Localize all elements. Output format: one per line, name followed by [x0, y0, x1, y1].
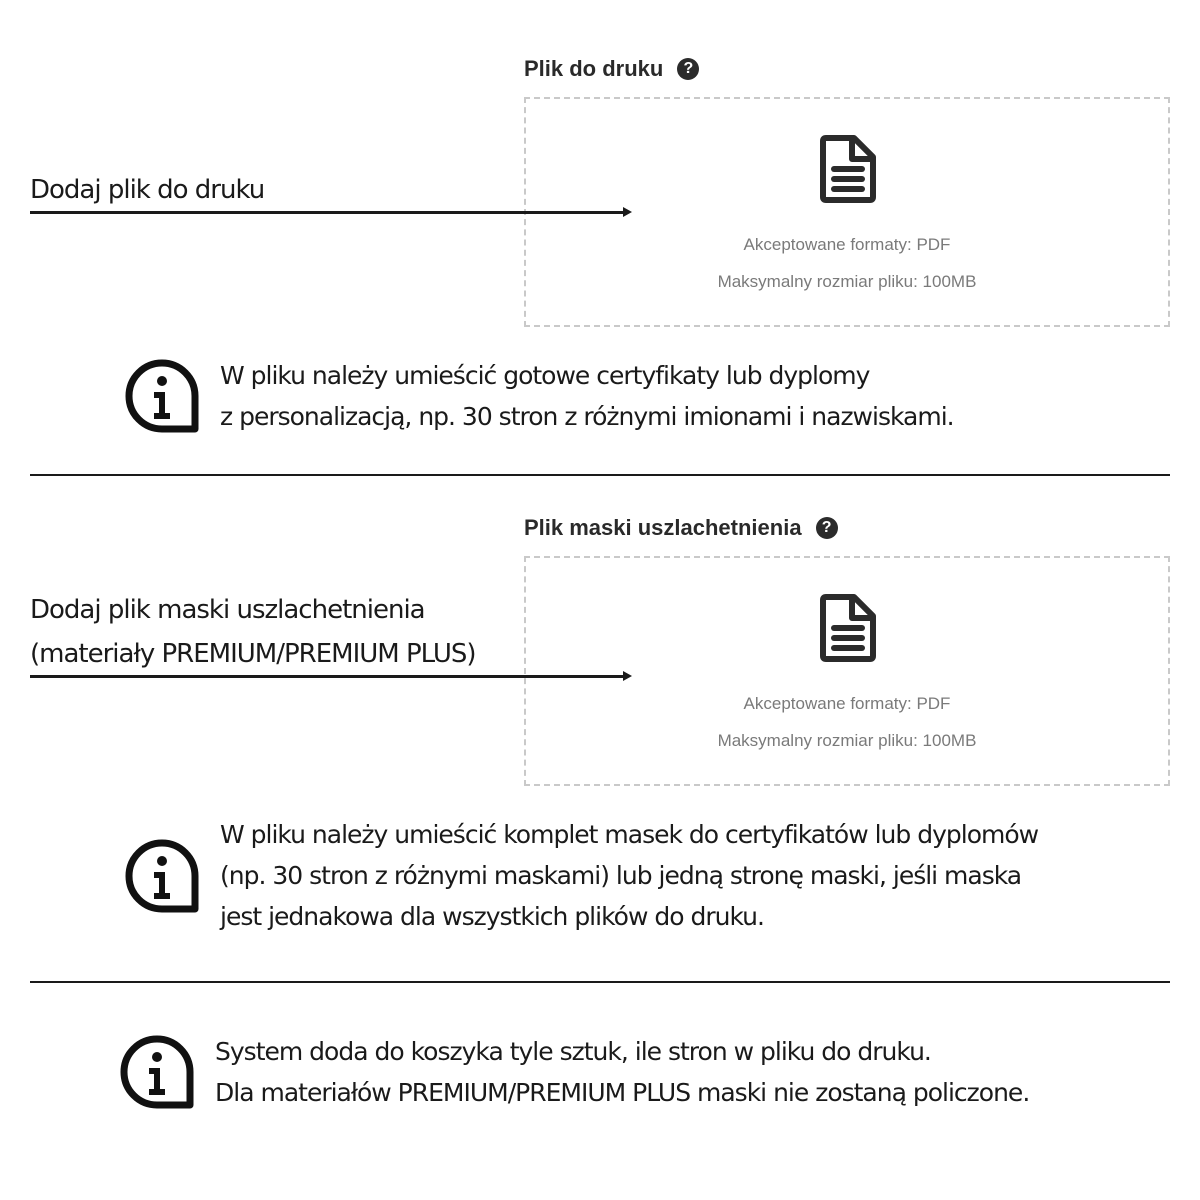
mask-file-info-text — [220, 814, 1038, 937]
print-file-callout: Dodaj plik do druku — [30, 175, 265, 205]
mask-file-arrow — [30, 675, 624, 678]
question-circle-icon[interactable]: ? — [816, 517, 838, 539]
max-size-text: Maksymalny rozmiar pliku: 100MB — [717, 731, 977, 750]
mask-file-callout — [30, 588, 476, 676]
info-line: W pliku należy umieścić komplet masek do certyfikatów lub dyplomów — [220, 820, 1039, 849]
info-line: W pliku należy umieścić gotowe certyfikaty lub dyplomy — [220, 361, 870, 390]
print-file-title — [524, 56, 699, 82]
info-line: jest jednakowa dla wszystkich plików do druku. — [220, 902, 764, 931]
info-line: Dla materiałów PREMIUM/PREMIUM PLUS maski nie zostaną policzone. — [215, 1078, 1030, 1107]
print-file-info-text — [220, 355, 954, 437]
accepted-formats-text: Akceptowane formaty: PDF — [743, 694, 951, 713]
info-bubble-icon — [119, 1034, 195, 1112]
max-size-text: Maksymalny rozmiar pliku: 100MB — [717, 272, 977, 291]
info-bubble-icon — [124, 358, 200, 436]
mask-file-dropzone[interactable] — [524, 556, 1170, 786]
print-file-arrow — [30, 211, 624, 214]
print-file-title-text: Plik do druku — [524, 56, 664, 81]
accepted-formats-text: Akceptowane formaty: PDF — [743, 235, 951, 254]
info-bubble-icon — [124, 838, 200, 916]
question-circle-icon[interactable]: ? — [677, 58, 699, 80]
footer-info-text — [215, 1031, 1029, 1113]
document-icon — [820, 135, 876, 203]
info-line: System doda do koszyka tyle sztuk, ile stron w pliku do druku. — [215, 1037, 931, 1066]
divider — [30, 474, 1170, 476]
document-icon — [820, 594, 876, 662]
callout-line: (materiały PREMIUM/PREMIUM PLUS) — [30, 639, 476, 669]
mask-file-title — [524, 515, 838, 541]
callout-line: Dodaj plik maski uszlachetnienia — [30, 595, 425, 625]
divider — [30, 981, 1170, 983]
mask-file-title-text: Plik maski uszlachetnienia — [524, 515, 802, 540]
info-line: (np. 30 stron z różnymi maskami) lub jedną stronę maski, jeśli maska — [220, 861, 1022, 890]
info-line: z personalizacją, np. 30 stron z różnymi imionami i nazwiskami. — [220, 402, 954, 431]
